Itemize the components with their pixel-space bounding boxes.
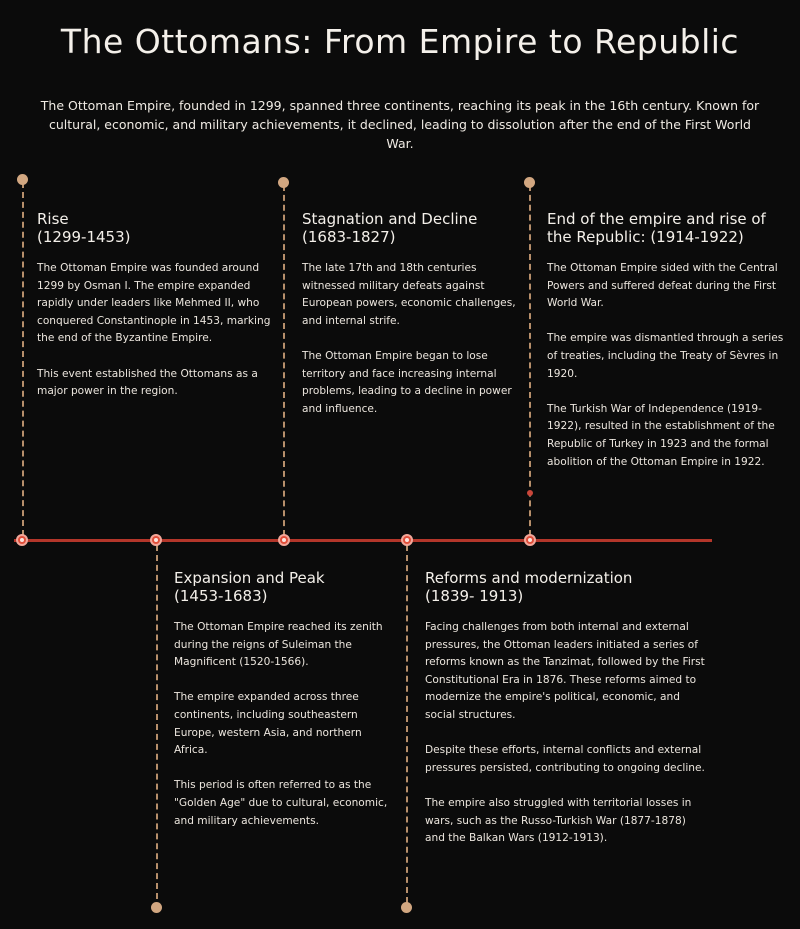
event-paragraph: The late 17th and 18th centuries witnessed military defeats against European powers, economic challenges, and internal strife. [302,262,516,327]
page-title: The Ottomans: From Empire to Republic [60,22,740,61]
timeline-axis [14,539,712,542]
axis-dot-expansion [150,534,162,546]
stem-end-rise [17,174,28,185]
axis-dot-stagnation [278,534,290,546]
event-paragraph: The Turkish War of Independence (1919-1922), resulted in the establishment of the Republic of Turkey in 1923 and the formal abolition of the Ottoman Empire in 1922. [547,402,775,468]
event-paragraph: The empire was dismantled through a series of treaties, including the Treaty of Sèvres in 1920. [547,332,784,380]
event-stagnation [302,210,524,418]
stem-end-expansion [151,902,162,913]
stem-end-republic [524,177,535,188]
axis-dot-republic [524,534,536,546]
event-republic [547,210,789,471]
event-rise [37,210,275,401]
stem-end-stagnation [278,177,289,188]
axis-dot-rise [16,534,28,546]
event-period: (1683-1827) [302,228,396,246]
stem-reforms [406,545,408,903]
stem-stagnation [283,185,285,536]
event-reforms [425,569,705,848]
event-paragraph: The Ottoman Empire began to lose territory and face increasing internal problems, leading to a decline in power and influence. [302,349,512,415]
stem-rise [22,182,24,536]
event-period: (1839- 1913) [425,587,524,605]
event-paragraph: This period is often referred to as the "Golden Age" due to cultural, economic, and military achievements. [174,779,388,827]
axis-dot-reforms [401,534,413,546]
marker-dot [527,490,533,496]
event-paragraph: The Ottoman Empire sided with the Central Powers and suffered defeat during the First World War. [547,262,778,310]
event-paragraph: The Ottoman Empire reached its zenith during the reigns of Suleiman the Magnificent (1520-1566). [174,621,383,669]
event-paragraph: This event established the Ottomans as a major power in the region. [37,367,258,398]
event-period: (1453-1683) [174,587,268,605]
event-paragraph: Facing challenges from both internal and external pressures, the Ottoman leaders initiated a series of reforms known as the Tanzimat, followed by the First Constitutional Era in 1876. These reforms aimed to modernize the empire's political, economic, and social structures. [425,621,705,721]
event-title: Reforms and modernization [425,569,633,587]
event-paragraph: The empire also struggled with territorial losses in wars, such as the Russo-Turkish War (1877-1878) and the Balkan Wars (1912-1913). [425,796,692,845]
event-expansion [174,569,398,830]
event-period: (1299-1453) [37,228,131,246]
event-title: Expansion and Peak [174,569,325,587]
event-title: Stagnation and Decline [302,210,478,228]
stem-end-reforms [401,902,412,913]
stem-republic [529,185,531,536]
intro-text: The Ottoman Empire, founded in 1299, spanned three continents, reaching its peak in the 16th century. Known for cultural, economic, and military achievements, it declined, leading to dissolution after the end of the First World War. [40,98,760,151]
event-title: End of the empire and rise of the Republic: (1914-1922) [547,210,766,246]
stem-expansion [156,545,158,899]
event-paragraph: The Ottoman Empire was founded around 1299 by Osman I. The empire expanded rapidly under leaders like Mehmed II, who conquered Constantinople in 1453, marking the end of the Byzantine Empire. [37,262,271,345]
event-title: Rise [37,210,69,228]
event-paragraph: The empire expanded across three continents, including southeastern Europe, western Asia, and northern Africa. [174,691,362,757]
event-paragraph: Despite these efforts, internal conflicts and external pressures persisted, contributing to ongoing decline. [425,744,705,774]
